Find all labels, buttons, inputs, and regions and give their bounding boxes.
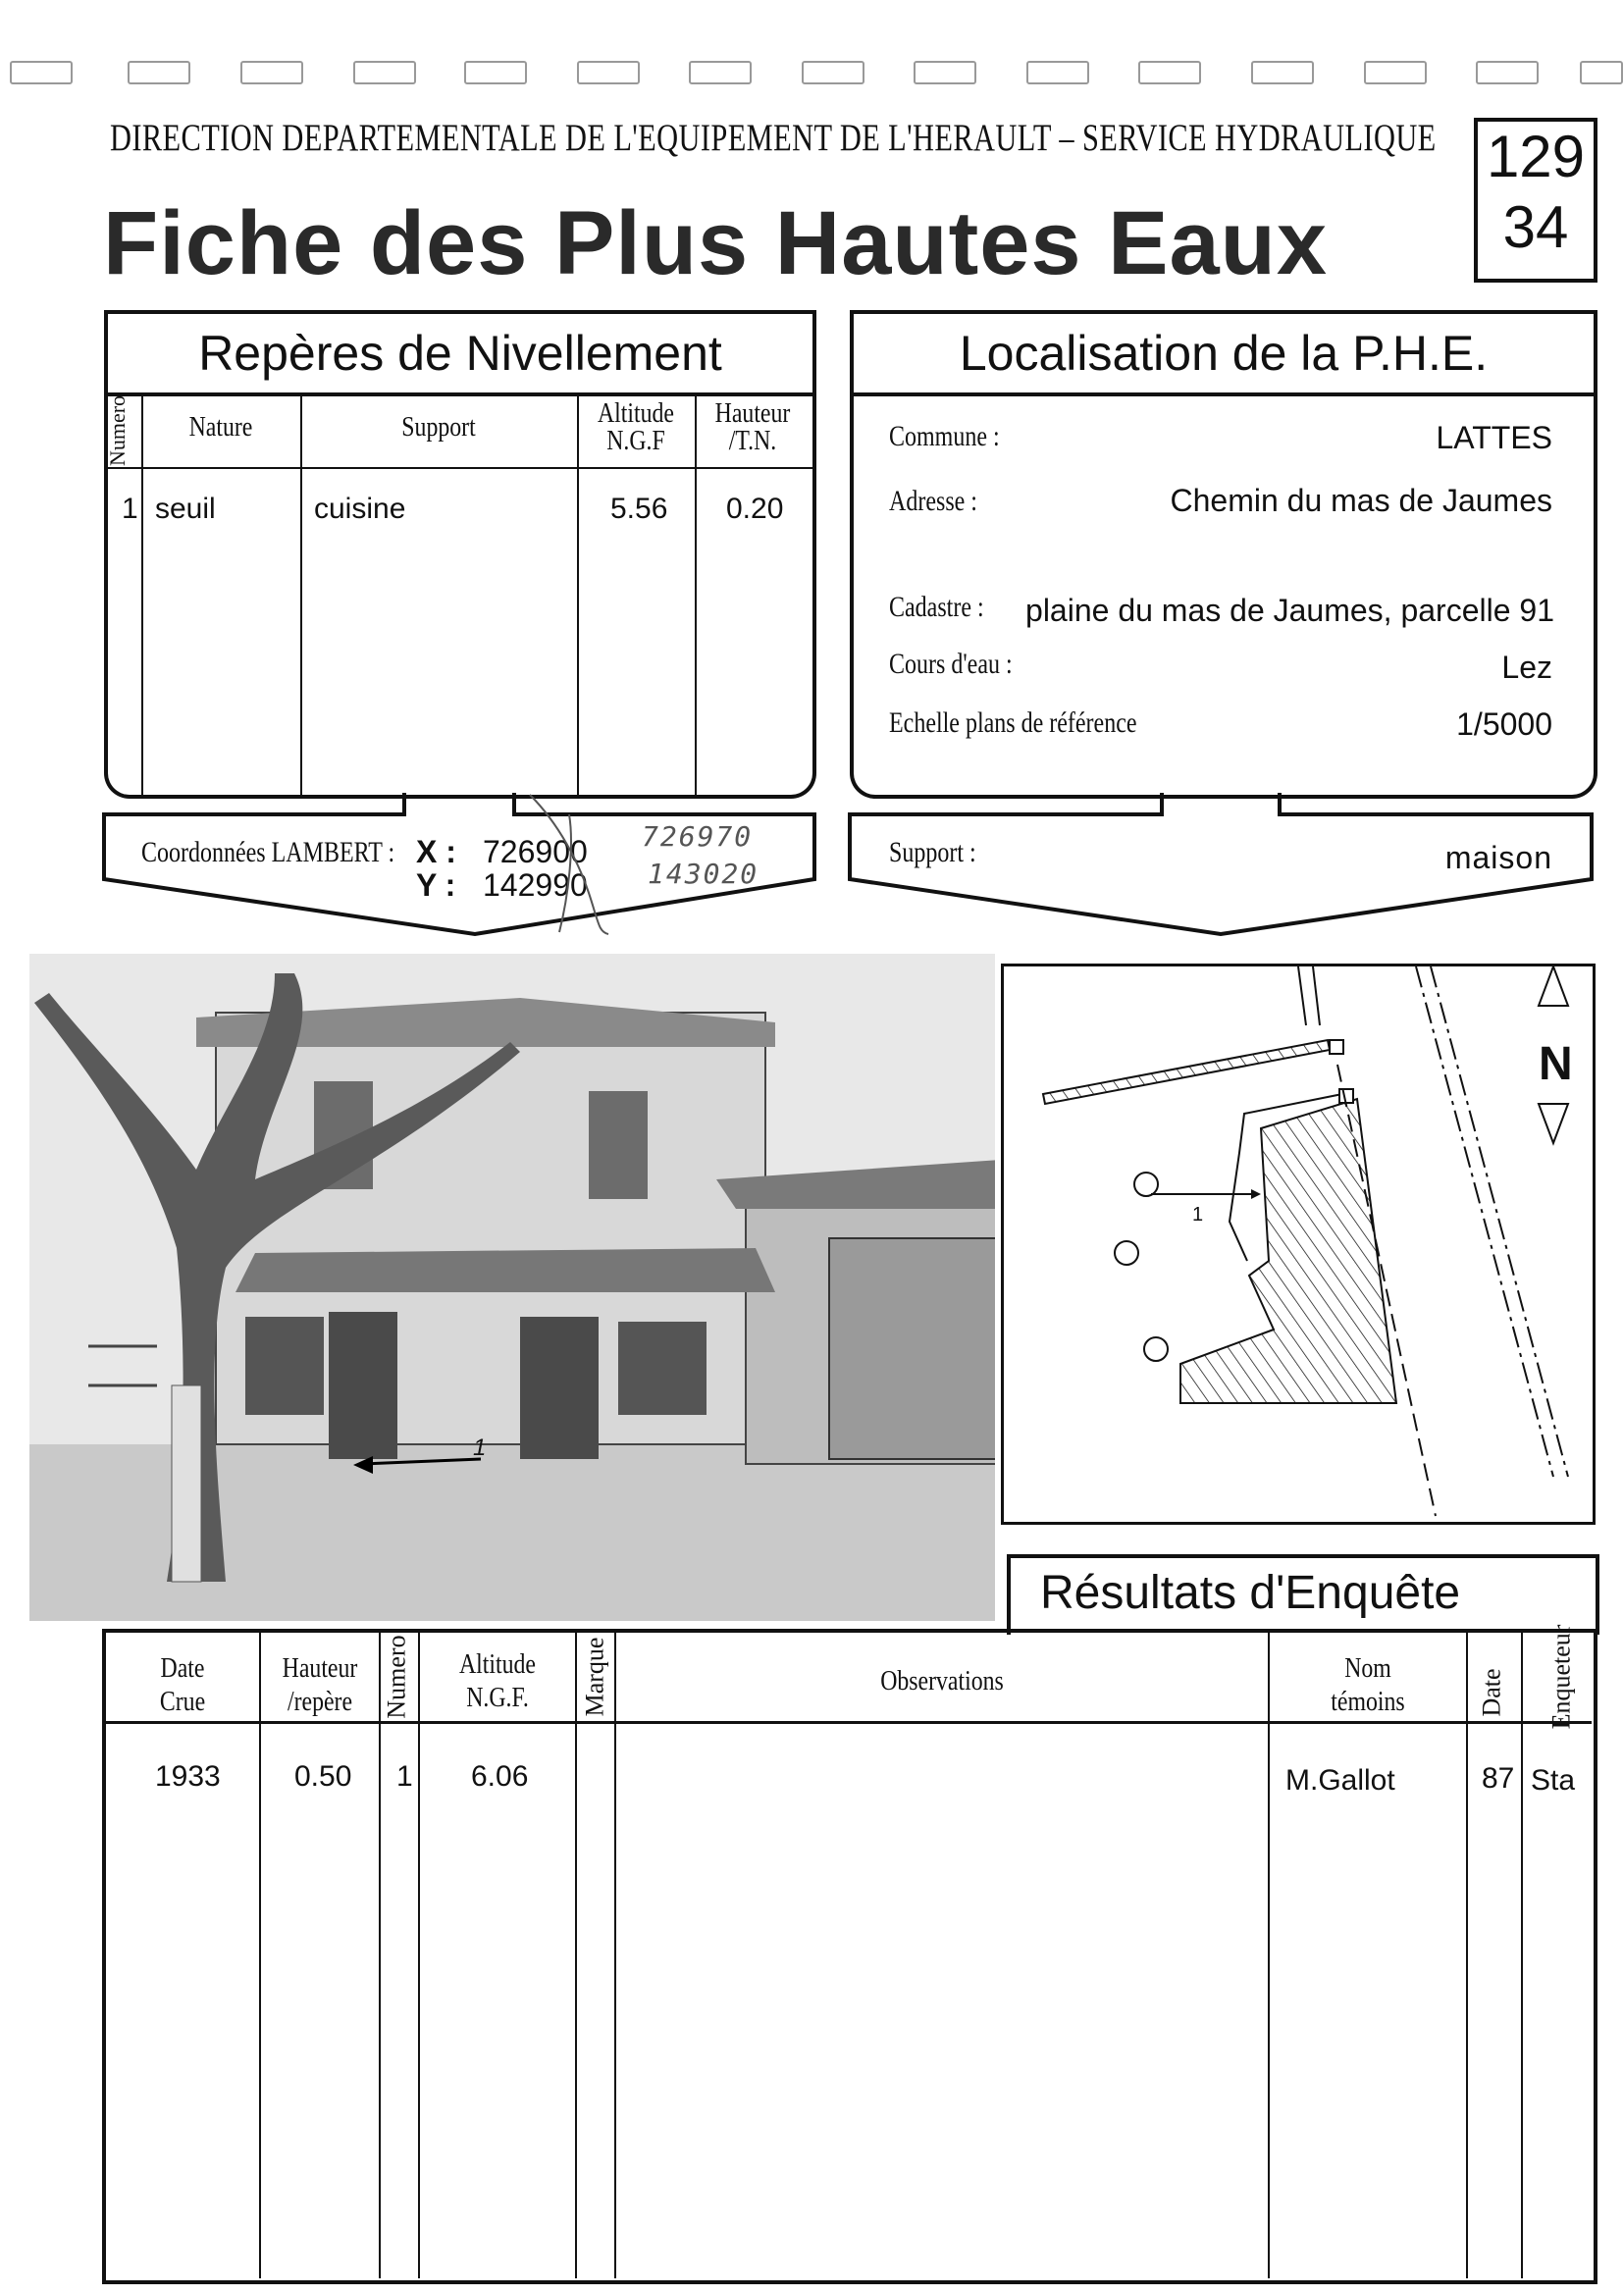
commune-value: LATTES: [1436, 420, 1552, 455]
reperes-col-support: Support: [401, 412, 476, 443]
binder-holes: [10, 61, 1619, 82]
cadastre-value: plaine du mas de Jaumes, parcelle 91: [1025, 593, 1554, 628]
reference-number: 129: [1486, 124, 1586, 189]
north-label: N: [1539, 1038, 1573, 1090]
handwritten-strike: [520, 785, 618, 942]
cours-eau-value: Lez: [1501, 650, 1552, 685]
cours-eau-label: Cours d'eau :: [889, 648, 1013, 680]
photo-marker: 1: [473, 1435, 487, 1461]
resultats-col-observations: Observations: [880, 1666, 1004, 1696]
reperes-section: [104, 310, 816, 795]
commune-label: Commune :: [889, 420, 1000, 452]
reperes-row-nature: seuil: [155, 493, 216, 525]
resultats-title: Résultats d'Enquête: [1040, 1567, 1461, 1619]
resultats-row-numero: 1: [396, 1760, 413, 1793]
support-value: maison: [1444, 840, 1552, 875]
resultats-col-nom: Nom témoins: [1331, 1653, 1405, 1717]
lambert-y-label: Y :: [416, 867, 456, 903]
adresse-value: Chemin du mas de Jaumes: [1170, 483, 1552, 518]
resultats-col-enqueteur: Enqueteur: [1546, 1624, 1576, 1730]
house-photo: [29, 954, 995, 1621]
localisation-title: Localisation de la P.H.E.: [850, 310, 1597, 396]
resultats-table: [102, 1629, 1597, 2284]
resultats-col-numero: Numero: [382, 1635, 411, 1719]
reperes-col-numero: Numero: [105, 394, 131, 467]
lambert-y-handwritten: 143020: [648, 858, 759, 890]
lambert-y-value: 142990: [483, 867, 588, 903]
lambert-label: Coordonnées LAMBERT :: [141, 836, 395, 868]
resultats-row-enqueteur: Sta: [1531, 1764, 1576, 1797]
reperes-col-nature: Nature: [188, 412, 253, 443]
adresse-label: Adresse :: [889, 485, 977, 517]
echelle-value: 1/5000: [1456, 706, 1552, 742]
reperes-row-support: cuisine: [314, 493, 406, 525]
lambert-x-handwritten: 726970: [642, 820, 754, 853]
reference-department: 34: [1502, 194, 1569, 260]
cadastre-label: Cadastre :: [889, 591, 984, 623]
resultats-col-date: Date: [1477, 1668, 1506, 1717]
support-label: Support :: [889, 836, 976, 868]
page-title: Fiche des Plus Hautes Eaux: [103, 193, 1329, 293]
lambert-x-value: 726900: [483, 834, 588, 869]
reperes-title: Repères de Nivellement: [104, 310, 816, 396]
resultats-row-altitude: 6.06: [471, 1760, 529, 1793]
resultats-row-hauteur: 0.50: [294, 1760, 352, 1793]
echelle-label: Echelle plans de référence: [889, 706, 1137, 739]
reperes-row-altitude: 5.56: [610, 493, 668, 525]
reperes-row-hauteur: 0.20: [726, 493, 784, 525]
reperes-col-hauteur: Hauteur /T.N.: [714, 398, 791, 456]
location-sketch-map: [1001, 964, 1596, 1525]
lambert-x-label: X :: [416, 834, 456, 869]
resultats-col-marque: Marque: [580, 1637, 609, 1717]
reference-box: [1474, 118, 1597, 283]
reperes-row-numero: 1: [122, 493, 138, 525]
resultats-row-date: 87: [1482, 1762, 1515, 1795]
reperes-col-altitude: Altitude N.G.F: [597, 398, 674, 456]
resultats-col-altitude: Altitude N.G.F.: [458, 1649, 536, 1713]
resultats-row-date-crue: 1933: [155, 1760, 221, 1793]
map-marker: 1: [1192, 1204, 1204, 1226]
resultats-col-date-crue: Date Crue: [159, 1653, 206, 1717]
resultats-row-nom: M.Gallot: [1285, 1764, 1395, 1797]
direction-heading: DIRECTION DEPARTEMENTALE DE L'EQUIPEMENT DE L'HERAULT – SERVICE HYDRAULIQUE: [110, 117, 1437, 159]
resultats-col-hauteur: Hauteur /repère: [282, 1653, 358, 1717]
